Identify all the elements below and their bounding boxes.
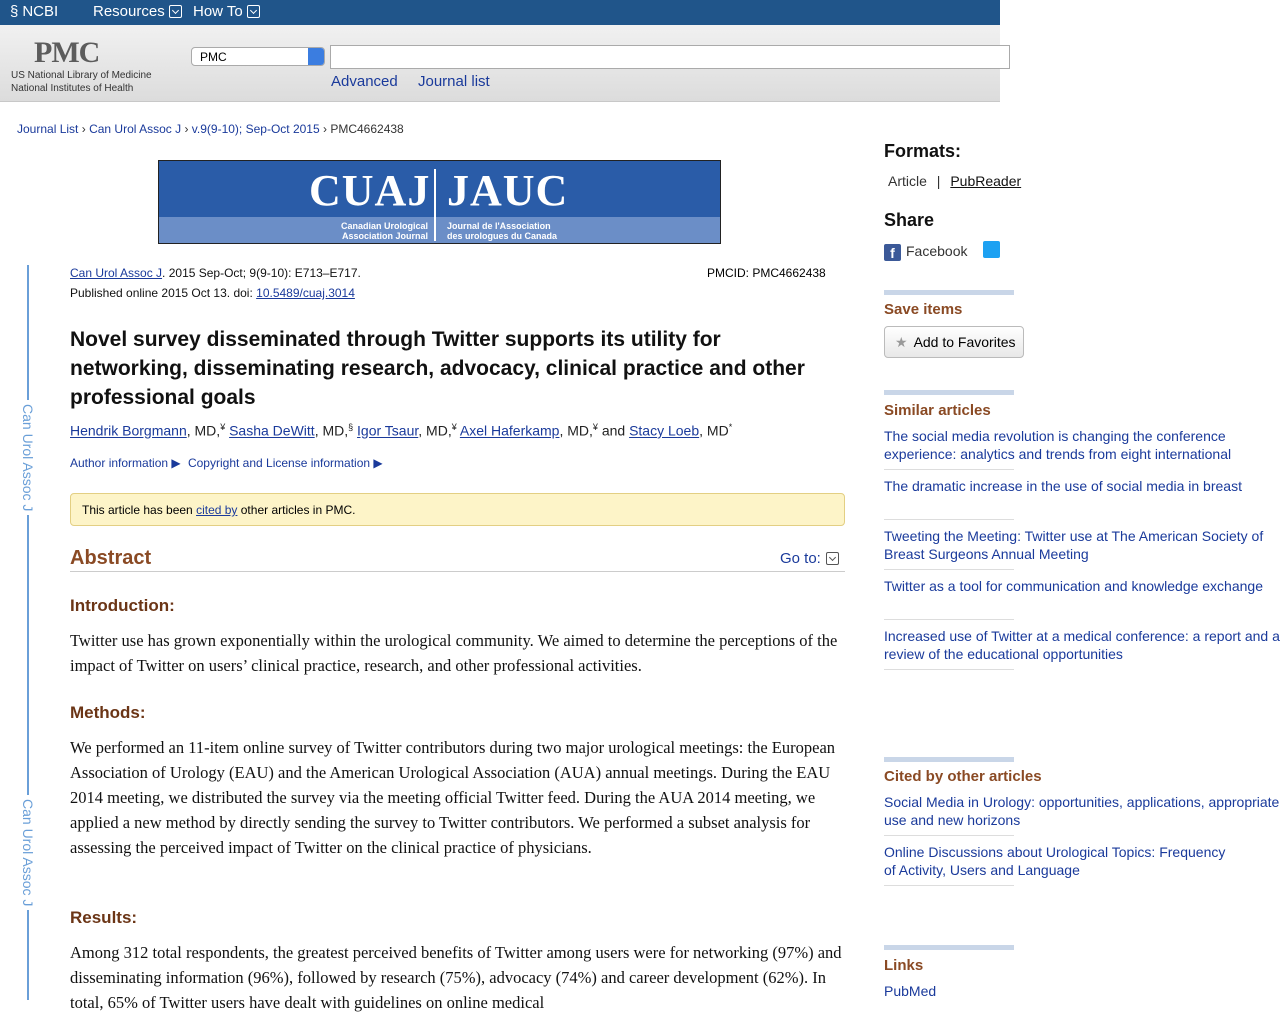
cited-article-line: use and new horizons xyxy=(884,812,1021,828)
journal-banner[interactable] xyxy=(158,160,721,244)
advanced-search-link[interactable]: Advanced xyxy=(331,73,398,90)
select-arrows-icon xyxy=(308,48,324,65)
share-facebook[interactable] xyxy=(884,241,1000,261)
side-label: Can Urol Assoc J xyxy=(20,400,36,515)
breadcrumb xyxy=(17,122,404,136)
pubmed-link[interactable]: PubMed xyxy=(884,983,937,999)
banner-left-sub1: Canadian Urological xyxy=(340,221,428,231)
list-separator xyxy=(884,519,1014,520)
links-rule xyxy=(884,945,1014,950)
pmc-logo[interactable]: PMC xyxy=(34,36,100,69)
formats-heading: Formats: xyxy=(884,141,962,161)
similar-article-line: Twitter as a tool for communication and knowledge exchange xyxy=(884,578,1263,594)
introduction-text: Twitter use has grown exponentially within the urological community. We aimed to determine the perceptions of the impact of Twitter on users’ clinical practice, research, and other professional activities. xyxy=(70,631,838,675)
citation-line xyxy=(70,266,361,280)
search-input[interactable] xyxy=(330,45,1010,69)
goto-label: Go to: xyxy=(780,550,821,567)
list-separator xyxy=(884,619,1014,620)
similar-article-line: The dramatic increase in the use of social media in breast xyxy=(884,478,1242,494)
citation-text: . 2015 Sep-Oct; 9(9-10): E713–E717. xyxy=(162,266,361,280)
results-heading: Results: xyxy=(70,908,138,927)
list-separator xyxy=(884,469,1014,470)
results-text: Among 312 total respondents, the greatest perceived benefits of Twitter among users were for networking (97%) and disseminating information (96%), followed by research (75%), advocacy (74%) and career development (62%). In total, 65% of Twitter users have dealt with guidelines on online medical xyxy=(70,943,842,1012)
author-link[interactable]: Axel Haferkamp xyxy=(459,422,560,439)
banner-left-subtitle xyxy=(341,221,428,241)
author-degree: , MD xyxy=(699,422,729,439)
banner-jauc: JAUC xyxy=(447,166,569,215)
doi-link[interactable]: 10.5489/cuaj.3014 xyxy=(256,286,355,300)
journal-link[interactable]: Can Urol Assoc J xyxy=(70,266,163,280)
methods-heading: Methods: xyxy=(70,703,146,722)
similar-article-link[interactable] xyxy=(884,577,1263,595)
format-article: Article xyxy=(888,173,927,189)
database-select[interactable] xyxy=(191,47,325,66)
similar-article-line: The social media revolution is changing the conference xyxy=(884,428,1226,444)
format-pubreader[interactable]: PubReader xyxy=(950,173,1022,189)
author-link[interactable]: Hendrik Borgmann xyxy=(70,422,187,439)
breadcrumb-issue[interactable]: v.9(9-10); Sep-Oct 2015 xyxy=(191,122,320,136)
breadcrumb-current: PMC4662438 xyxy=(330,122,404,136)
cited-article-line: of Activity, Users and Language xyxy=(884,862,1080,878)
author-degree: , MD, xyxy=(418,422,452,439)
ncbi-topbar xyxy=(0,0,1000,25)
cited-article-line: Social Media in Urology: opportunities, applications, appropriate xyxy=(884,794,1280,810)
ncbi-logo[interactable] xyxy=(10,3,58,20)
similar-articles-heading: Similar articles xyxy=(884,402,991,419)
author-degree: , MD, xyxy=(186,422,221,439)
copyright-toggle[interactable]: Copyright and License information ▶ xyxy=(187,456,383,470)
info-links xyxy=(70,456,383,470)
dna-icon: § xyxy=(10,3,19,20)
similar-article-link[interactable] xyxy=(884,427,1231,463)
add-to-favorites-button[interactable] xyxy=(884,326,1024,358)
similar-rule xyxy=(884,390,1014,395)
share-heading: Share xyxy=(884,210,935,230)
save-rule xyxy=(884,290,1014,295)
breadcrumb-journal[interactable]: Can Urol Assoc J xyxy=(89,122,182,136)
cited-by-notice xyxy=(70,493,845,526)
author-information-toggle[interactable]: Author information ▶ xyxy=(70,456,181,470)
twitter-icon[interactable] xyxy=(983,241,1000,258)
pmcid: PMCID: PMC4662438 xyxy=(707,266,826,280)
format-separator: | xyxy=(936,173,941,189)
author-link[interactable]: Stacy Loeb xyxy=(629,422,700,439)
article-title: Novel survey disseminated through Twitter supports its utility for networking, disseminating research, advocacy, clinical practice and other professional goals xyxy=(70,328,805,409)
affiliation-mark[interactable]: ¥ xyxy=(220,422,226,432)
affiliation-mark[interactable]: * xyxy=(728,422,733,432)
similar-article-line: Tweeting the Meeting: Twitter use at The American Society of xyxy=(884,528,1264,544)
abstract-divider xyxy=(70,571,845,572)
resources-label: Resources xyxy=(93,3,165,20)
cited-article-link[interactable] xyxy=(884,793,1279,829)
list-separator xyxy=(884,835,1014,836)
chevron-down-icon xyxy=(247,5,260,18)
cited-rule xyxy=(884,757,1014,762)
similar-article-line: review of the educational opportunities xyxy=(884,646,1123,662)
nlm-text[interactable]: US National Library of Medicine xyxy=(11,70,152,81)
facebook-label: Facebook xyxy=(906,243,968,259)
similar-article-link[interactable] xyxy=(884,627,1280,663)
howto-label: How To xyxy=(193,3,243,20)
banner-strip xyxy=(159,217,720,243)
breadcrumb-separator: › xyxy=(81,122,86,136)
cited-article-line: Online Discussions about Urological Topics: Frequency xyxy=(884,844,1226,860)
banner-right-subtitle xyxy=(447,221,557,241)
breadcrumb-journal-list[interactable]: Journal List xyxy=(17,122,79,136)
cited-article-link[interactable] xyxy=(884,843,1225,879)
links-heading: Links xyxy=(884,957,924,974)
chevron-down-icon xyxy=(169,5,182,18)
banner-right-sub1: Journal de l'Association xyxy=(447,221,551,231)
abstract-heading: Abstract xyxy=(70,547,152,569)
author-conjunction: and xyxy=(597,422,630,439)
cited-by-post: other articles in PMC. xyxy=(237,503,356,517)
list-separator xyxy=(884,885,1014,886)
similar-article-link[interactable] xyxy=(884,477,1242,495)
pmc-header xyxy=(0,25,1000,102)
journal-list-link[interactable]: Journal list xyxy=(418,73,490,90)
affiliation-mark[interactable]: ¥ xyxy=(592,422,598,432)
cited-by-heading: Cited by other articles xyxy=(884,768,1042,785)
ncbi-label: NCBI xyxy=(22,3,59,20)
published-text: Published online 2015 Oct 13. doi: xyxy=(70,286,257,300)
breadcrumb-separator: › xyxy=(322,122,327,136)
methods-text: We performed an 11-item online survey of Twitter contributors during two major urological meetings: the European Association of Urology (EAU) and the American Urological Association (AUA) annual meetings. During the EAU 2014 meeting, we distributed the survey via the meeting official Twitter feed. During the AUA 2014 meeting, we applied a new method by directly sending the survey to Twitter contributors. We performed a subset analysis for assessing the perceived impact of Twitter on the clinical practice of physicians. xyxy=(70,738,836,857)
similar-article-line: Increased use of Twitter at a medical conference: a report and a xyxy=(884,628,1280,644)
star-icon: ★ xyxy=(895,334,908,350)
cited-by-link[interactable]: cited by xyxy=(196,503,238,517)
chevron-down-icon xyxy=(826,552,839,565)
author-link[interactable]: Igor Tsaur xyxy=(357,422,419,439)
banner-right-sub2: des urologues du Canada xyxy=(447,231,558,241)
cited-by-pre: This article has been xyxy=(82,503,197,517)
save-items-heading: Save items xyxy=(884,301,963,318)
author-degree: , MD, xyxy=(559,422,593,439)
author-list xyxy=(70,422,732,439)
resources-menu[interactable] xyxy=(93,3,182,20)
facebook-icon: f xyxy=(884,244,901,261)
nih-text[interactable]: National Institutes of Health xyxy=(11,83,134,94)
similar-article-line: Breast Surgeons Annual Meeting xyxy=(884,546,1089,562)
banner-left-sub2: Association Journal xyxy=(341,231,428,241)
breadcrumb-separator: › xyxy=(184,122,189,136)
author-link[interactable]: Sasha DeWitt xyxy=(229,422,315,439)
add-to-favorites-label: Add to Favorites xyxy=(913,334,1016,350)
formats-list xyxy=(888,172,1021,190)
introduction-heading: Introduction: xyxy=(70,596,175,615)
list-separator xyxy=(884,569,1014,570)
howto-menu[interactable] xyxy=(193,3,260,20)
list-separator xyxy=(884,669,1014,670)
published-line xyxy=(70,286,355,300)
author-degree: , MD, xyxy=(314,422,349,439)
banner-divider xyxy=(434,169,436,241)
affiliation-mark[interactable]: § xyxy=(348,422,354,432)
banner-cuaj: CUAJ xyxy=(309,166,431,215)
database-select-value: PMC xyxy=(200,50,227,64)
affiliation-mark[interactable]: ¥ xyxy=(451,422,457,432)
side-label: Can Urol Assoc J xyxy=(20,795,36,910)
similar-article-link[interactable] xyxy=(884,527,1263,563)
goto-menu[interactable] xyxy=(780,550,839,567)
similar-article-line: experience: analytics and trends from eight international xyxy=(884,446,1232,462)
